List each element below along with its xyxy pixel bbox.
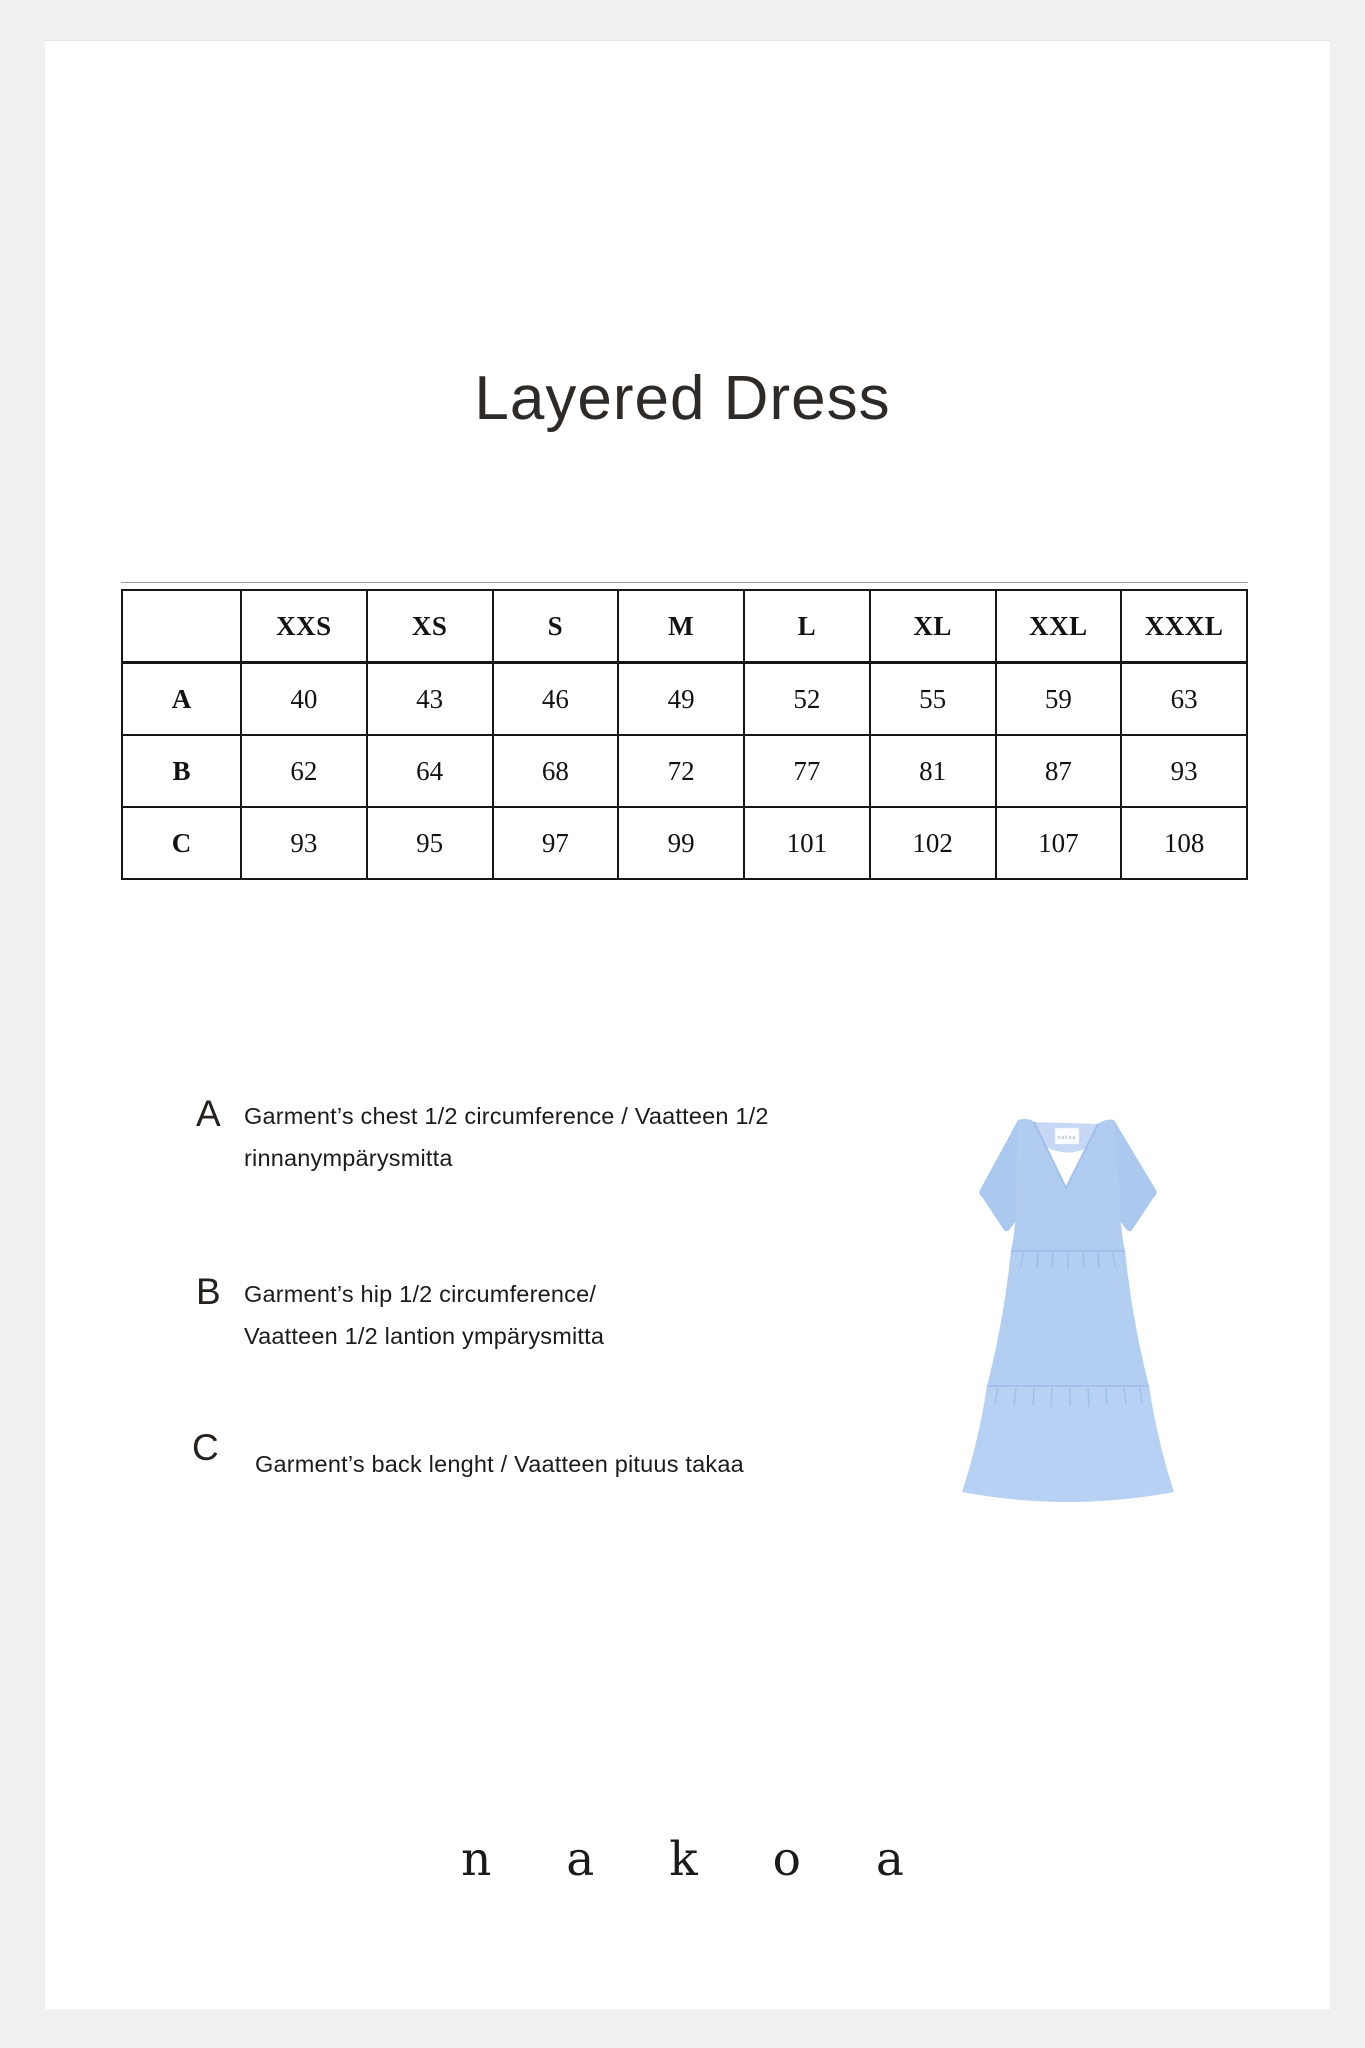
legend-item-a [0, 1094, 1000, 1204]
size-value-cell: 46 [493, 663, 619, 736]
size-value-cell: 63 [1121, 663, 1247, 736]
size-value-cell: 59 [996, 663, 1122, 736]
brand-logo: n a k o a [461, 1832, 934, 1887]
size-value-cell: 52 [744, 663, 870, 736]
legend-letter: B [196, 1271, 221, 1312]
size-value-cell: 49 [618, 663, 744, 736]
size-value-cell: 101 [744, 807, 870, 879]
size-value-cell: 107 [996, 807, 1122, 879]
legend-description-line: Vaatteen 1/2 lantion ympärysmitta [244, 1323, 605, 1349]
dress-middle-tier [987, 1250, 1149, 1386]
size-value-cell: 99 [618, 807, 744, 879]
size-column-header: XS [367, 590, 493, 663]
size-value-cell: 95 [367, 807, 493, 879]
size-value-cell: 93 [1121, 735, 1247, 807]
size-column-header: XL [870, 590, 996, 663]
size-value-cell: 55 [870, 663, 996, 736]
legend-letter: C [192, 1427, 219, 1468]
size-table [121, 589, 1248, 880]
size-column-header: XXS [241, 590, 367, 663]
size-value-cell: 87 [996, 735, 1122, 807]
size-column-header: L [744, 590, 870, 663]
measurement-row-label: B [122, 735, 241, 807]
page-title: Layered Dress [474, 363, 891, 433]
size-value-cell: 108 [1121, 807, 1247, 879]
size-value-cell: 93 [241, 807, 367, 879]
legend-description-line: Garment’s hip 1/2 circumference/ [244, 1281, 597, 1307]
legend-description-line: Garment’s chest 1/2 circumference / Vaatteen 1/2 [244, 1103, 769, 1129]
size-value-cell: 77 [744, 735, 870, 807]
size-value-cell: 62 [241, 735, 367, 807]
size-table-row [122, 735, 1247, 807]
size-value-cell: 43 [367, 663, 493, 736]
size-table-row [122, 663, 1247, 736]
product-photo-dress [948, 1098, 1188, 1518]
legend-description [244, 1095, 769, 1179]
size-value-cell: 81 [870, 735, 996, 807]
legend-description-line: rinnanympärysmitta [244, 1145, 453, 1171]
legend-description-line: Garment’s back lenght / Vaatteen pituus takaa [255, 1451, 744, 1477]
legend-description [244, 1273, 604, 1357]
size-value-cell: 72 [618, 735, 744, 807]
content-panel [45, 40, 1330, 2009]
size-value-cell: 64 [367, 735, 493, 807]
measurement-row-label: A [122, 663, 241, 736]
size-column-header: S [493, 590, 619, 663]
measurement-row-label: C [122, 807, 241, 879]
legend-item-c [0, 1428, 1000, 1538]
legend-description [255, 1443, 744, 1485]
size-table-row [122, 807, 1247, 879]
size-table-container [121, 589, 1248, 880]
size-value-cell: 68 [493, 735, 619, 807]
size-column-header: M [618, 590, 744, 663]
size-value-cell: 40 [241, 663, 367, 736]
legend-letter: A [196, 1093, 221, 1134]
size-column-header [122, 590, 241, 663]
size-table-header-row [122, 590, 1247, 663]
size-column-header: XXL [996, 590, 1122, 663]
size-value-cell: 102 [870, 807, 996, 879]
dress-neck-label-text: nakoa [1057, 1135, 1077, 1141]
size-column-header: XXXL [1121, 590, 1247, 663]
size-value-cell: 97 [493, 807, 619, 879]
legend-item-b [0, 1272, 1000, 1382]
